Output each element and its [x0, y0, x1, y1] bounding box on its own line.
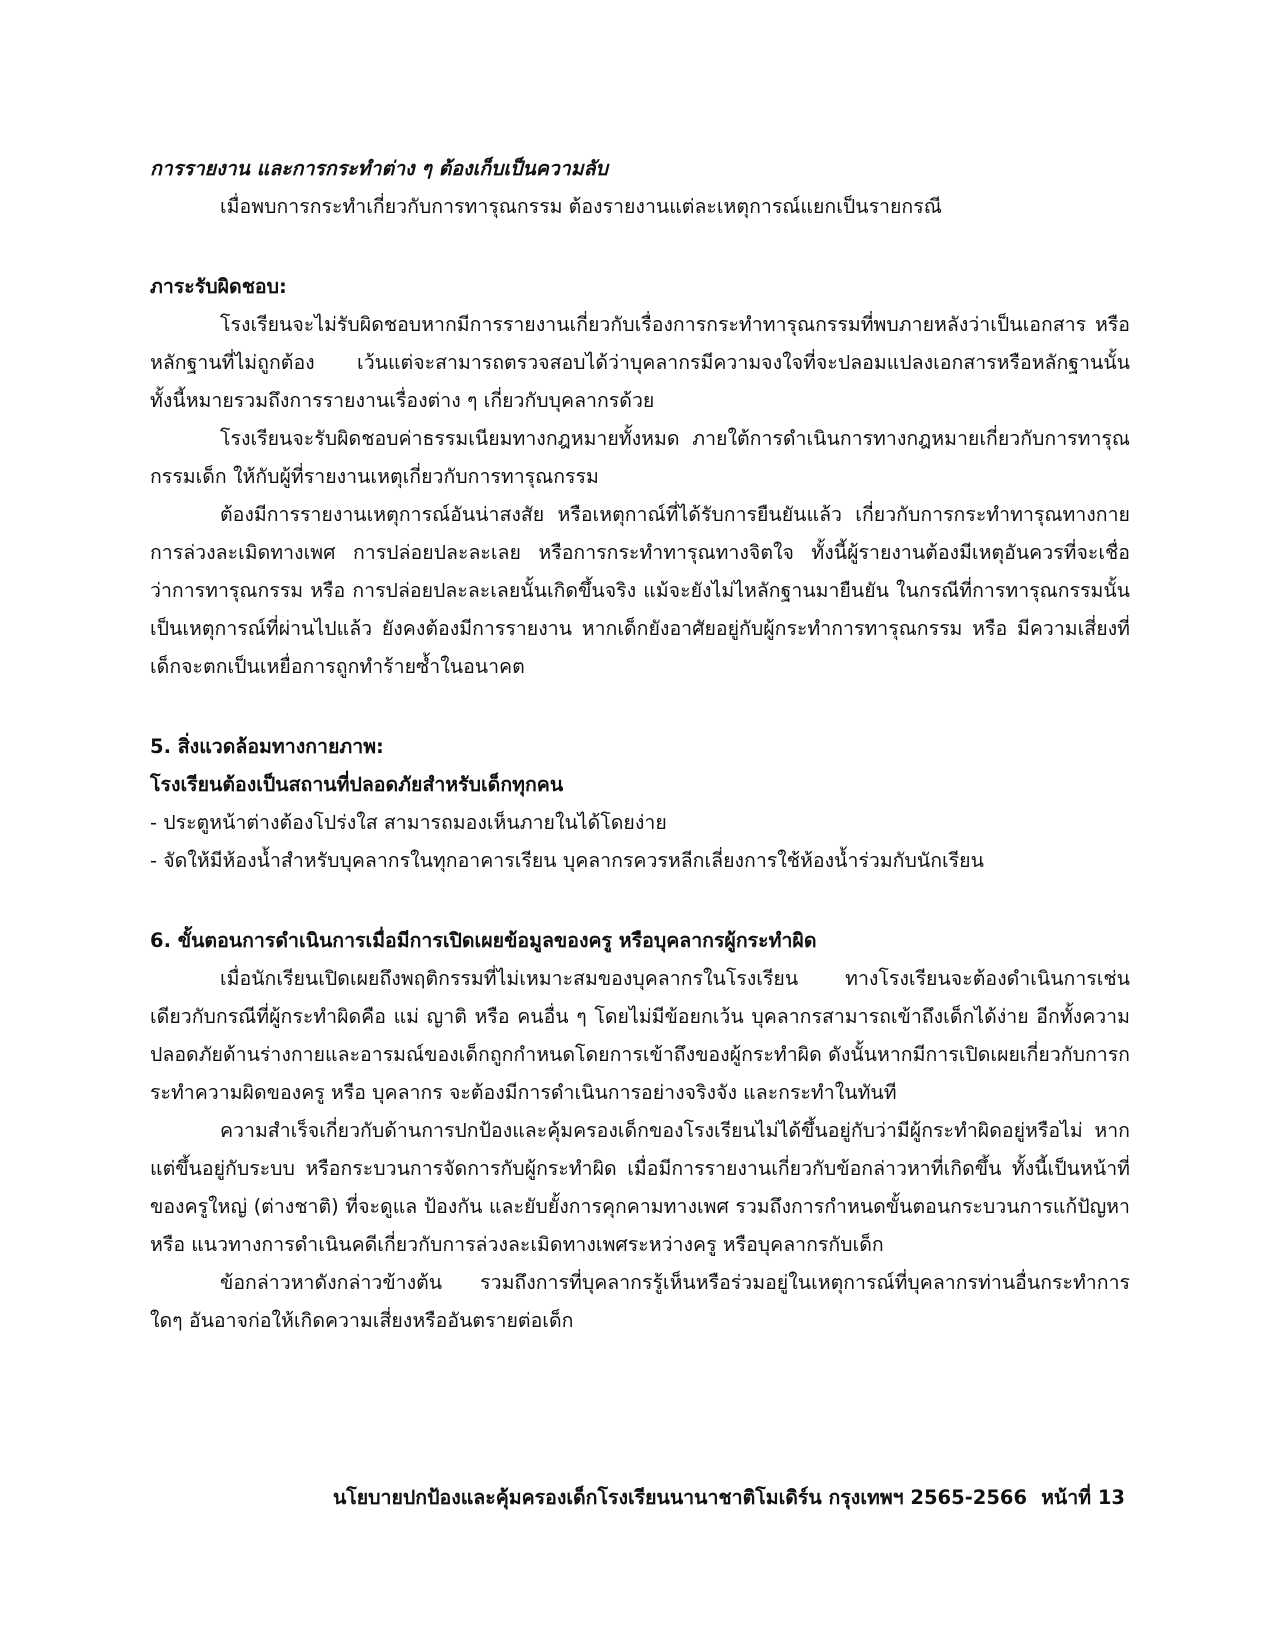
footer-policy-title: นโยบายปกป้องและคุ้มครองเด็กโรงเรียนนานาชาติโมเดิร์น กรุงเทพฯ 2565-2566 [332, 1486, 1028, 1509]
responsibility-heading: ภาระรับผิดชอบ: [150, 275, 287, 298]
page-footer [333, 1482, 1125, 1513]
responsibility-paragraph-1: โรงเรียนจะไม่รับผิดชอบหากมีการรายงานเกี่ยวกับเรื่องการกระทำทารุณกรรมที่พบภายหลังว่าเป็นเอกสาร หรือหลักฐานที่ไม่ถูกต้อง เว้นแต่จะสามารถตรวจสอบได้ว่าบุคลากรมีความจงใจที่จะปลอมแปลงเอกสารหรือหลักฐานนั้น ทั้งนี้หมายรวมถึงการรายงานเรื่องต่าง ๆ เกี่ยวกับบุคลากรด้วย [150, 313, 1130, 412]
confidentiality-paragraph: เมื่อพบการกระทำเกี่ยวกับการทารุณกรรม ต้องรายงานแต่ละเหตุการณ์แยกเป็นรายกรณี [220, 195, 942, 218]
section5-subheading: โรงเรียนต้องเป็นสถานที่ปลอดภัยสำหรับเด็กทุกคน [150, 773, 564, 796]
confidentiality-heading: การรายงาน และการกระทำต่าง ๆ ต้องเก็บเป็นความลับ [150, 157, 608, 180]
section5-bullet-1: - ประตูหน้าต่างต้องโปร่งใส สามารถมองเห็นภายในได้โดยง่าย [150, 811, 667, 834]
footer-page-number: หน้าที่ 13 [1041, 1486, 1125, 1509]
section6-paragraph-2: ความสำเร็จเกี่ยวกับด้านการปกป้องและคุ้มครองเด็กของโรงเรียนไม่ได้ขึ้นอยู่กับว่ามีผู้กระทำผิดอยู่หรือไม่ หากแต่ขึ้นอยู่กับระบบ หรือกระบวนการจัดการกับผู้กระทำผิด เมื่อมีการรายงานเกี่ยวกับข้อกล่าวหาที่เกิดขึ้น ทั้งนี้เป็นหน้าที่ของครูใหญ่ (ต่างชาติ) ที่จะดูแล ป้องกัน และยับยั้งการคุกคามทางเพศ รวมถึงการกำหนดขั้นตอนกระบวนการแก้ปัญหา หรือ แนวทางการดำเนินคดีเกี่ยวกับการล่วงละเมิดทางเพศระหว่างครู หรือบุคลากรกับเด็ก [150, 1119, 1130, 1256]
section6-paragraph-1: เมื่อนักเรียนเปิดเผยถึงพฤติกรรมที่ไม่เหมาะสมของบุคลากรในโรงเรียน ทางโรงเรียนจะต้องดำเนินการเช่นเดียวกับกรณีที่ผู้กระทำผิดคือ แม่ ญาติ หรือ คนอื่น ๆ โดยไม่มีข้อยกเว้น บุคลากรสามารถเข้าถึงเด็กได้ง่าย อีกทั้งความปลอดภัยด้านร่างกายและอารมณ์ของเด็กถูกกำหนดโดยการเข้าถึงของผู้กระทำผิด ดังนั้นหากมีการเปิดเผยเกี่ยวกับการกระทำความผิดของครู หรือ บุคลากร จะต้องมีการดำเนินการอย่างจริงจัง และกระทำในทันที [150, 967, 1130, 1104]
responsibility-paragraph-2: โรงเรียนจะรับผิดชอบค่าธรรมเนียมทางกฎหมายทั้งหมด ภายใต้การดำเนินการทางกฎหมายเกี่ยวกับการทารุณกรรมเด็ก ให้กับผู้ที่รายงานเหตุเกี่ยวกับการทารุณกรรม [150, 427, 1130, 488]
section5-bullet-2: - จัดให้มีห้องน้ำสำหรับบุคลากรในทุกอาคารเรียน บุคลากรควรหลีกเลี่ยงการใช้ห้องน้ำร่วมกับนักเรียน [150, 849, 984, 872]
section6-heading: 6. ขั้นตอนการดำเนินการเมื่อมีการเปิดเผยข้อมูลของครู หรือบุคลากรผู้กระทำผิด [150, 929, 817, 952]
responsibility-paragraph-3: ต้องมีการรายงานเหตุการณ์อันน่าสงสัย หรือเหตุกาณ์ที่ได้รับการยืนยันแล้ว เกี่ยวกับการกระทำทารุณทางกาย การล่วงละเมิดทางเพศ การปล่อยปละละเลย หรือการกระทำทารุณทางจิตใจ ทั้งนี้ผู้รายงานต้องมีเหตุอันควรที่จะเชื่อว่าการทารุณกรรม หรือ การปล่อยปละละเลยนั้นเกิดขึ้นจริง แม้จะยังไม่ไหลักฐานมายืนยัน ในกรณีที่การทารุณกรรมนั้นเป็นเหตุการณ์ที่ผ่านไปแล้ว ยังคงต้องมีการรายงาน หากเด็กยังอาศัยอยู่กับผู้กระทำการทารุณกรรม หรือ มีความเสี่ยงที่เด็กจะตกเป็นเหยื่อการถูกทำร้ายซ้ำในอนาคต [150, 503, 1130, 678]
section6-paragraph-3: ข้อกล่าวหาดังกล่าวข้างต้น รวมถึงการที่บุคลากรรู้เห็นหรือร่วมอยู่ในเหตุการณ์ที่บุคลากรท่านอื่นกระทำการใดๆ อันอาจก่อให้เกิดความเสี่ยงหรืออันตรายต่อเด็ก [150, 1271, 1130, 1332]
section5-heading: 5. สิ่งแวดล้อมทางกายภาพ: [150, 735, 384, 758]
document-body [150, 150, 1130, 1340]
